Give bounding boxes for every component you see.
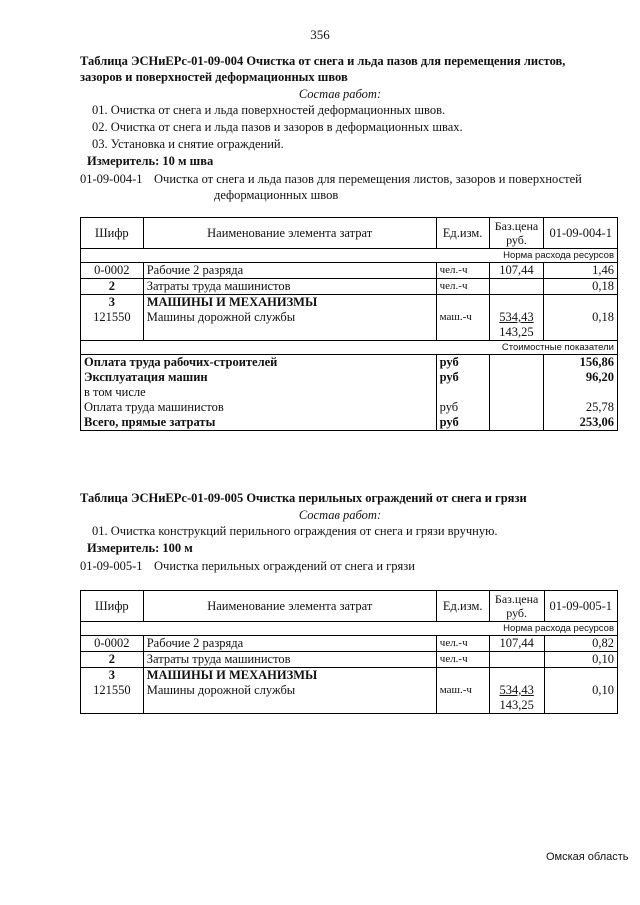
col-header-shifr: Шифр — [81, 218, 144, 249]
footer-region: Омская область — [546, 851, 629, 863]
col-header-code: 01-09-004-1 — [544, 218, 618, 249]
cost-label: Стоимостные показатели — [81, 341, 618, 355]
table-row: 2 Затраты труда машинистов чел.-ч 0,18 — [81, 279, 618, 295]
table-row: Эксплуатация машин руб 96,20 — [81, 370, 618, 385]
table-row: 121550 Машины дорожной службы маш.-ч 534,43 143,25 0,10 — [81, 683, 618, 714]
table1-code-desc-line2: деформационных швов — [214, 188, 339, 202]
table1-work-2: 02. Очистка от снега и льда пазов и зазоров в деформационных швах. — [92, 120, 463, 134]
table1-code-desc-line1: Очистка от снега и льда пазов для перемещения листов, зазоров и поверхностей — [154, 172, 582, 186]
table2-code: 01-09-005-1 — [80, 559, 143, 573]
table-row: в том числе — [81, 385, 618, 400]
table-row: Всего, прямые затраты руб 253,06 — [81, 415, 618, 431]
table1-title-line1: Таблица ЭСНиЕРс-01-09-004 Очистка от снега и льда пазов для перемещения листов, — [80, 54, 566, 68]
col-header-ed: Ед.изм. — [436, 591, 489, 622]
table2-sostav-label: Состав работ: — [298, 508, 382, 522]
table1-measure: Измеритель: 10 м шва — [87, 154, 214, 168]
table2-work-1: 01. Очистка конструкций перильного ограждения от снега и грязи вручную. — [92, 524, 498, 538]
table1-title-line2: зазоров и поверхностей деформационных швов — [80, 70, 348, 84]
col-header-baz: Баз.цена руб. — [489, 591, 544, 622]
table-row: Оплата труда машинистов руб 25,78 — [81, 400, 618, 415]
table-row: 3 МАШИНЫ И МЕХАНИЗМЫ — [81, 295, 618, 311]
table1-code: 01-09-004-1 — [80, 172, 143, 186]
table2-measure: Измеритель: 100 м — [87, 541, 193, 555]
table2-code-line — [80, 558, 600, 574]
page-number: 356 — [310, 27, 330, 42]
table2-title-line1: Таблица ЭСНиЕРс-01-09-005 Очистка перильных ограждений от снега и грязи — [80, 491, 527, 505]
table-row: 0-0002 Рабочие 2 разряда чел.-ч 107,44 0,82 — [81, 636, 618, 652]
col-header-name: Наименование элемента затрат — [143, 218, 436, 249]
table-row: 0-0002 Рабочие 2 разряда чел.-ч 107,44 1,46 — [81, 263, 618, 279]
table-row: 121550 Машины дорожной службы маш.-ч 534,43 143,25 0,18 — [81, 310, 618, 341]
table1-work-3: 03. Установка и снятие ограждений. — [92, 137, 284, 151]
col-header-shifr: Шифр — [81, 591, 144, 622]
col-header-code: 01-09-005-1 — [544, 591, 617, 622]
table1-sostav-label: Состав работ: — [298, 87, 382, 101]
col-header-baz: Баз.цена руб. — [489, 218, 544, 249]
table-row: Оплата труда рабочих-строителей руб 156,86 — [81, 355, 618, 371]
table2-code-desc-line1: Очистка перильных ограждений от снега и грязи — [154, 559, 415, 573]
table2-grid — [80, 590, 618, 714]
table-row: 2 Затраты труда машинистов чел.-ч 0,10 — [81, 652, 618, 668]
table1-work-1: 01. Очистка от снега и льда поверхностей деформационных швов. — [92, 103, 446, 117]
table1-code-line — [80, 171, 600, 203]
col-header-name: Наименование элемента затрат — [143, 591, 436, 622]
table-row: 3 МАШИНЫ И МЕХАНИЗМЫ — [81, 668, 618, 684]
table1-grid — [80, 217, 618, 431]
table2-header — [80, 490, 600, 574]
table1-header — [80, 53, 600, 203]
col-header-ed: Ед.изм. — [436, 218, 489, 249]
norma-label: Норма расхода ресурсов — [81, 249, 618, 263]
norma-label: Норма расхода ресурсов — [81, 622, 618, 636]
